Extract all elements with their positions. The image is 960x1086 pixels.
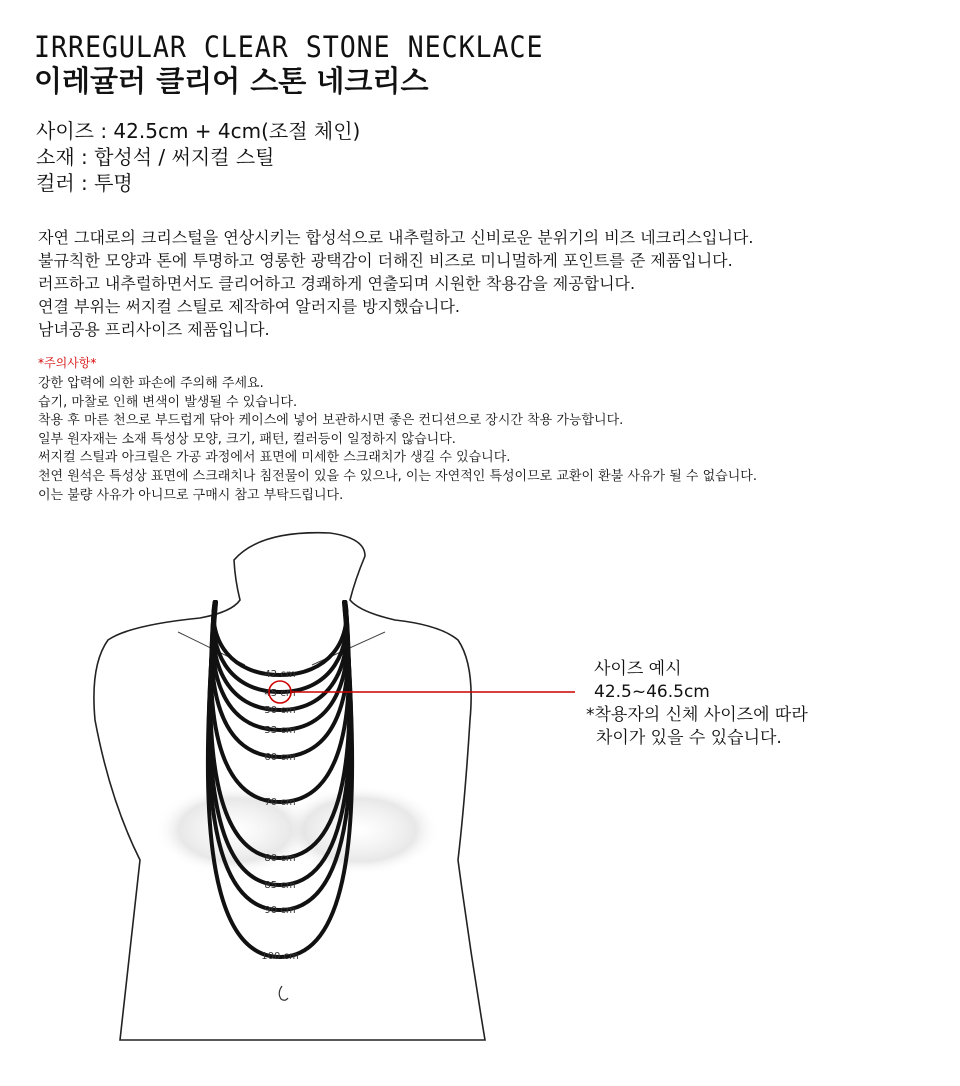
caution-item: 천연 원석은 특성상 표면에 스크래치나 침전물이 있을 수 있으나, 이는 자연적인 특성이므로 교환이 환불 사유가 될 수 없습니다. [38,468,757,484]
length-label-100: 100 cm [261,951,299,962]
size-note-title: 사이즈 예시 [594,659,682,679]
caution-item: 이는 불량 사유가 아니므로 구매시 참고 부탁드립니다. [38,487,344,503]
size-note-caption: 차이가 있을 수 있습니다. [596,728,782,748]
spec-material: 소재 : 합성석 / 써지컬 스틸 [36,145,275,169]
length-label-45: 45 cm [264,688,296,699]
length-label-80: 80 cm [264,853,296,864]
description-line: 불규칙한 모양과 톤에 투명하고 영롱한 광택감이 더해진 비즈로 미니멀하게 포인트를 준 제품입니다. [38,251,733,270]
spec-color: 컬러 : 투명 [36,171,133,195]
description-line: 자연 그대로의 크리스털을 연상시키는 합성석으로 내추럴하고 신비로운 분위기의 비즈 네크리스입니다. [38,228,754,247]
size-note-caption: *착용자의 신체 사이즈에 따라 [586,705,808,725]
product-title-en: IRREGULAR CLEAR STONE NECKLACE [34,30,544,64]
mannequin-outline [94,533,485,1040]
caution-item: 써지컬 스틸과 아크릴은 가공 과정에서 표면에 미세한 스크래치가 생길 수 있습니다. [38,450,511,466]
caution-item: 착용 후 마른 천으로 부드럽게 닦아 케이스에 넣어 보관하시면 좋은 컨디션으로 장시간 착용 가능합니다. [38,413,624,429]
caution-item: 일부 원자재는 소재 특성상 모양, 크기, 패턴, 컬러등이 일정하지 않습니다. [38,431,456,447]
length-label-53: 53 cm [264,725,296,736]
caution-item: 습기, 마찰로 인해 변색이 발생될 수 있습니다. [38,394,298,410]
product-title-ko: 이레귤러 클리어 스톤 네크리스 [34,64,429,98]
description-line: 러프하고 내추럴하면서도 클리어하고 경쾌하게 연출되며 시원한 착용감을 제공합니다. [38,274,636,293]
length-label-60: 60 cm [264,752,296,763]
necklace-size-figure [0,520,960,1050]
length-label-50: 50 cm [264,705,296,716]
caution-list [38,375,757,505]
product-description [38,226,753,341]
spec-size: 사이즈 : 42.5cm + 4cm(조절 체인) [36,119,361,143]
length-label-42: 42 cm [264,669,296,680]
caution-title: *주의사항* [38,356,97,370]
description-line: 남녀공용 프리사이즈 제품입니다. [38,320,270,339]
length-label-90: 90 cm [264,905,296,916]
length-label-85: 85 cm [264,880,296,891]
size-note [586,658,808,750]
description-line: 연결 부위는 써지컬 스틸로 제작하여 알러지를 방지했습니다. [38,297,461,316]
length-label-70: 70 cm [264,797,296,808]
caution-item: 강한 압력에 의한 파손에 주의해 주세요. [38,376,264,391]
spec-list [36,118,360,196]
size-note-range: 42.5~46.5cm [594,682,710,702]
